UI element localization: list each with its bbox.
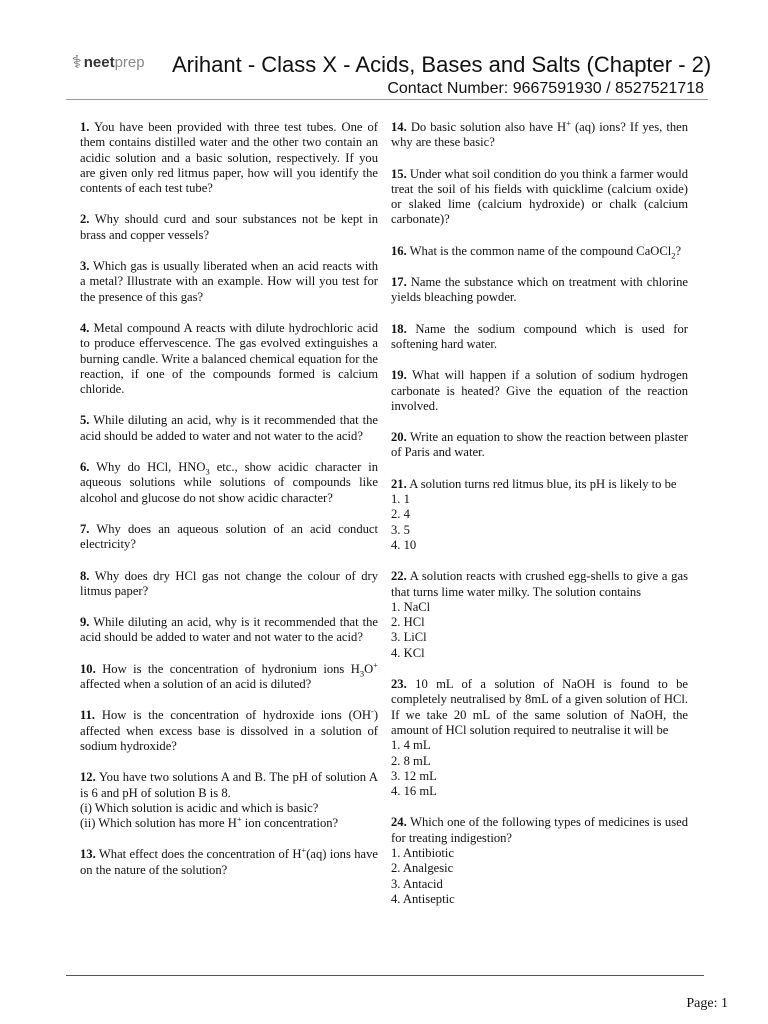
question-3: 3. Which gas is usually liberated when an acid reacts with a metal? Illustrate with an example. How will you test for the presence of this gas? <box>80 259 379 304</box>
option-item: 1. 4 mL <box>391 738 431 753</box>
option-item: 3. 5 <box>391 522 410 537</box>
question-12: 12. You have two solutions A and B. The pH of solution A is 6 and pH of solution B is 8. (i) Which solution is acidic and which is basic? (ii) Which solution has more H+ ion concentration? <box>80 770 378 831</box>
page-number: Page: 1 <box>686 996 728 1011</box>
question-21: 21. A solution turns red litmus blue, its pH is likely to be 1. 1 2. 4 3. 5 4. 10 <box>391 477 688 553</box>
option-item: 1. Antibiotic <box>391 845 454 860</box>
question-20: 20. Write an equation to show the reaction between plaster of Paris and water. <box>391 430 688 460</box>
question-14: 14. Do basic solution also have H+ (aq) ions? If yes, then why are these basic? <box>391 117 689 150</box>
document-title: Arihant - Class X - Acids, Bases and Salts (Chapter - 2) <box>172 52 712 77</box>
option-item: 2. 8 mL <box>391 753 431 768</box>
question-17: 17. Name the substance which on treatment with chlorine yields bleaching powder. <box>391 275 688 305</box>
header-divider <box>66 99 708 100</box>
option-item: 3. 12 mL <box>391 768 437 783</box>
logo-neet-text: neet <box>83 54 115 71</box>
question-2: 2. Why should curd and sour substances not be kept in brass and copper vessels? <box>80 212 378 242</box>
option-item: 4. KCl <box>391 645 425 660</box>
option-item: 2. HCl <box>391 615 425 630</box>
option-item: 3. Antacid <box>391 876 443 891</box>
question-19: 19. What will happen if a solution of sodium hydrogen carbonate is heated? Give the equation of the reaction involved. <box>391 368 688 413</box>
question-24: 24. Which one of the following types of medicines is used for treating indigestion? 1. Antibiotic 2. Analgesic 3. Antacid 4. Antiseptic <box>391 815 689 906</box>
question-18: 18. Name the sodium compound which is used for softening hard water. <box>391 321 688 351</box>
option-item: 2. 4 <box>391 507 410 522</box>
question-7: 7. Why does an aqueous solution of an acid conduct electricity? <box>80 521 379 552</box>
option-item: 4. Antiseptic <box>391 891 455 906</box>
footer-divider <box>66 975 704 976</box>
options-list <box>391 600 688 661</box>
neetprep-logo <box>72 52 145 73</box>
question-11: 11. How is the concentration of hydroxide ions (OH-) affected when excess base is dissolved in a solution of sodium hydroxide? <box>80 706 379 753</box>
page-header <box>0 0 768 100</box>
question-8: 8. Why does dry HCl gas not change the colour of dry litmus paper? <box>80 568 378 598</box>
option-item: 3. LiCl <box>391 630 427 645</box>
question-9: 9. While diluting an acid, why is it recommended that the acid should be added to water and not water to the acid? <box>80 615 379 645</box>
option-item: 2. Analgesic <box>391 861 454 876</box>
options-list <box>391 492 688 553</box>
contact-number: Contact Number: 9667591930 / 8527521718 <box>387 80 704 97</box>
option-item: 1. NaCl <box>391 599 431 614</box>
question-1: 1. You have been provided with three test tubes. One of them contains distilled water and the other two contain an acidic solution and a basic solution, respectively. If you are given only red litmus paper, how will you identify the contents of each test tube? <box>80 120 379 196</box>
option-item: 1. 1 <box>391 492 410 507</box>
question-15: 15. Under what soil condition do you think a farmer would treat the soil of his fields with quicklime (calcium oxide) or slaked lime (calcium hydroxide) or chalk (calcium carbonate)? <box>391 166 688 227</box>
left-column <box>80 120 378 894</box>
question-22: 22. A solution reacts with crushed egg-shells to give a gas that turns lime water milky. The solution contains 1. NaCl 2. HCl 3. LiCl 4. KCl <box>391 569 688 660</box>
question-5: 5. While diluting an acid, why is it recommended that the acid should be added to water and not water to the acid? <box>80 413 379 443</box>
option-item: 4. 10 <box>391 537 417 552</box>
question-16: 16. What is the common name of the compound CaOCl$_2$? <box>391 243 682 261</box>
question-10: 10. How is the concentration of hydronium ions $H_3O^+$ affected when a solution of an acid is diluted? <box>80 659 378 692</box>
option-item: 4. 16 mL <box>391 784 437 799</box>
question-6: 6. Why do HCl, $HNO_3$ etc., show acidic character in aqueous solutions while solutions of compounds like alcohol and glucose do not show acidic character? <box>80 460 378 505</box>
question-23: 23. 10 mL of a solution of NaOH is found to be completely neutralised by 8mL of a given solution of HCl. If we take 20 mL of the same solution of NaOH, the amount of HCl solution required to neutralise it will be 1. 4 mL 2. 8 mL 3. 12 mL 4. 16 mL <box>391 677 689 799</box>
options-list <box>391 738 688 799</box>
right-column <box>391 117 689 923</box>
logo-prep-text: prep <box>114 54 145 71</box>
options-list <box>391 846 688 907</box>
question-4: 4. Metal compound A reacts with dilute hydrochloric acid to produce effervescence. The gas evolved extinguishes a burning candle. Write a balanced chemical equation for the reaction, if one of the compounds formed is calcium chloride. <box>80 320 378 397</box>
question-13: 13. What effect does the concentration of H+(aq) ions have on the nature of the solution? <box>80 845 379 877</box>
stethoscope-icon: ⚕ <box>72 52 82 72</box>
